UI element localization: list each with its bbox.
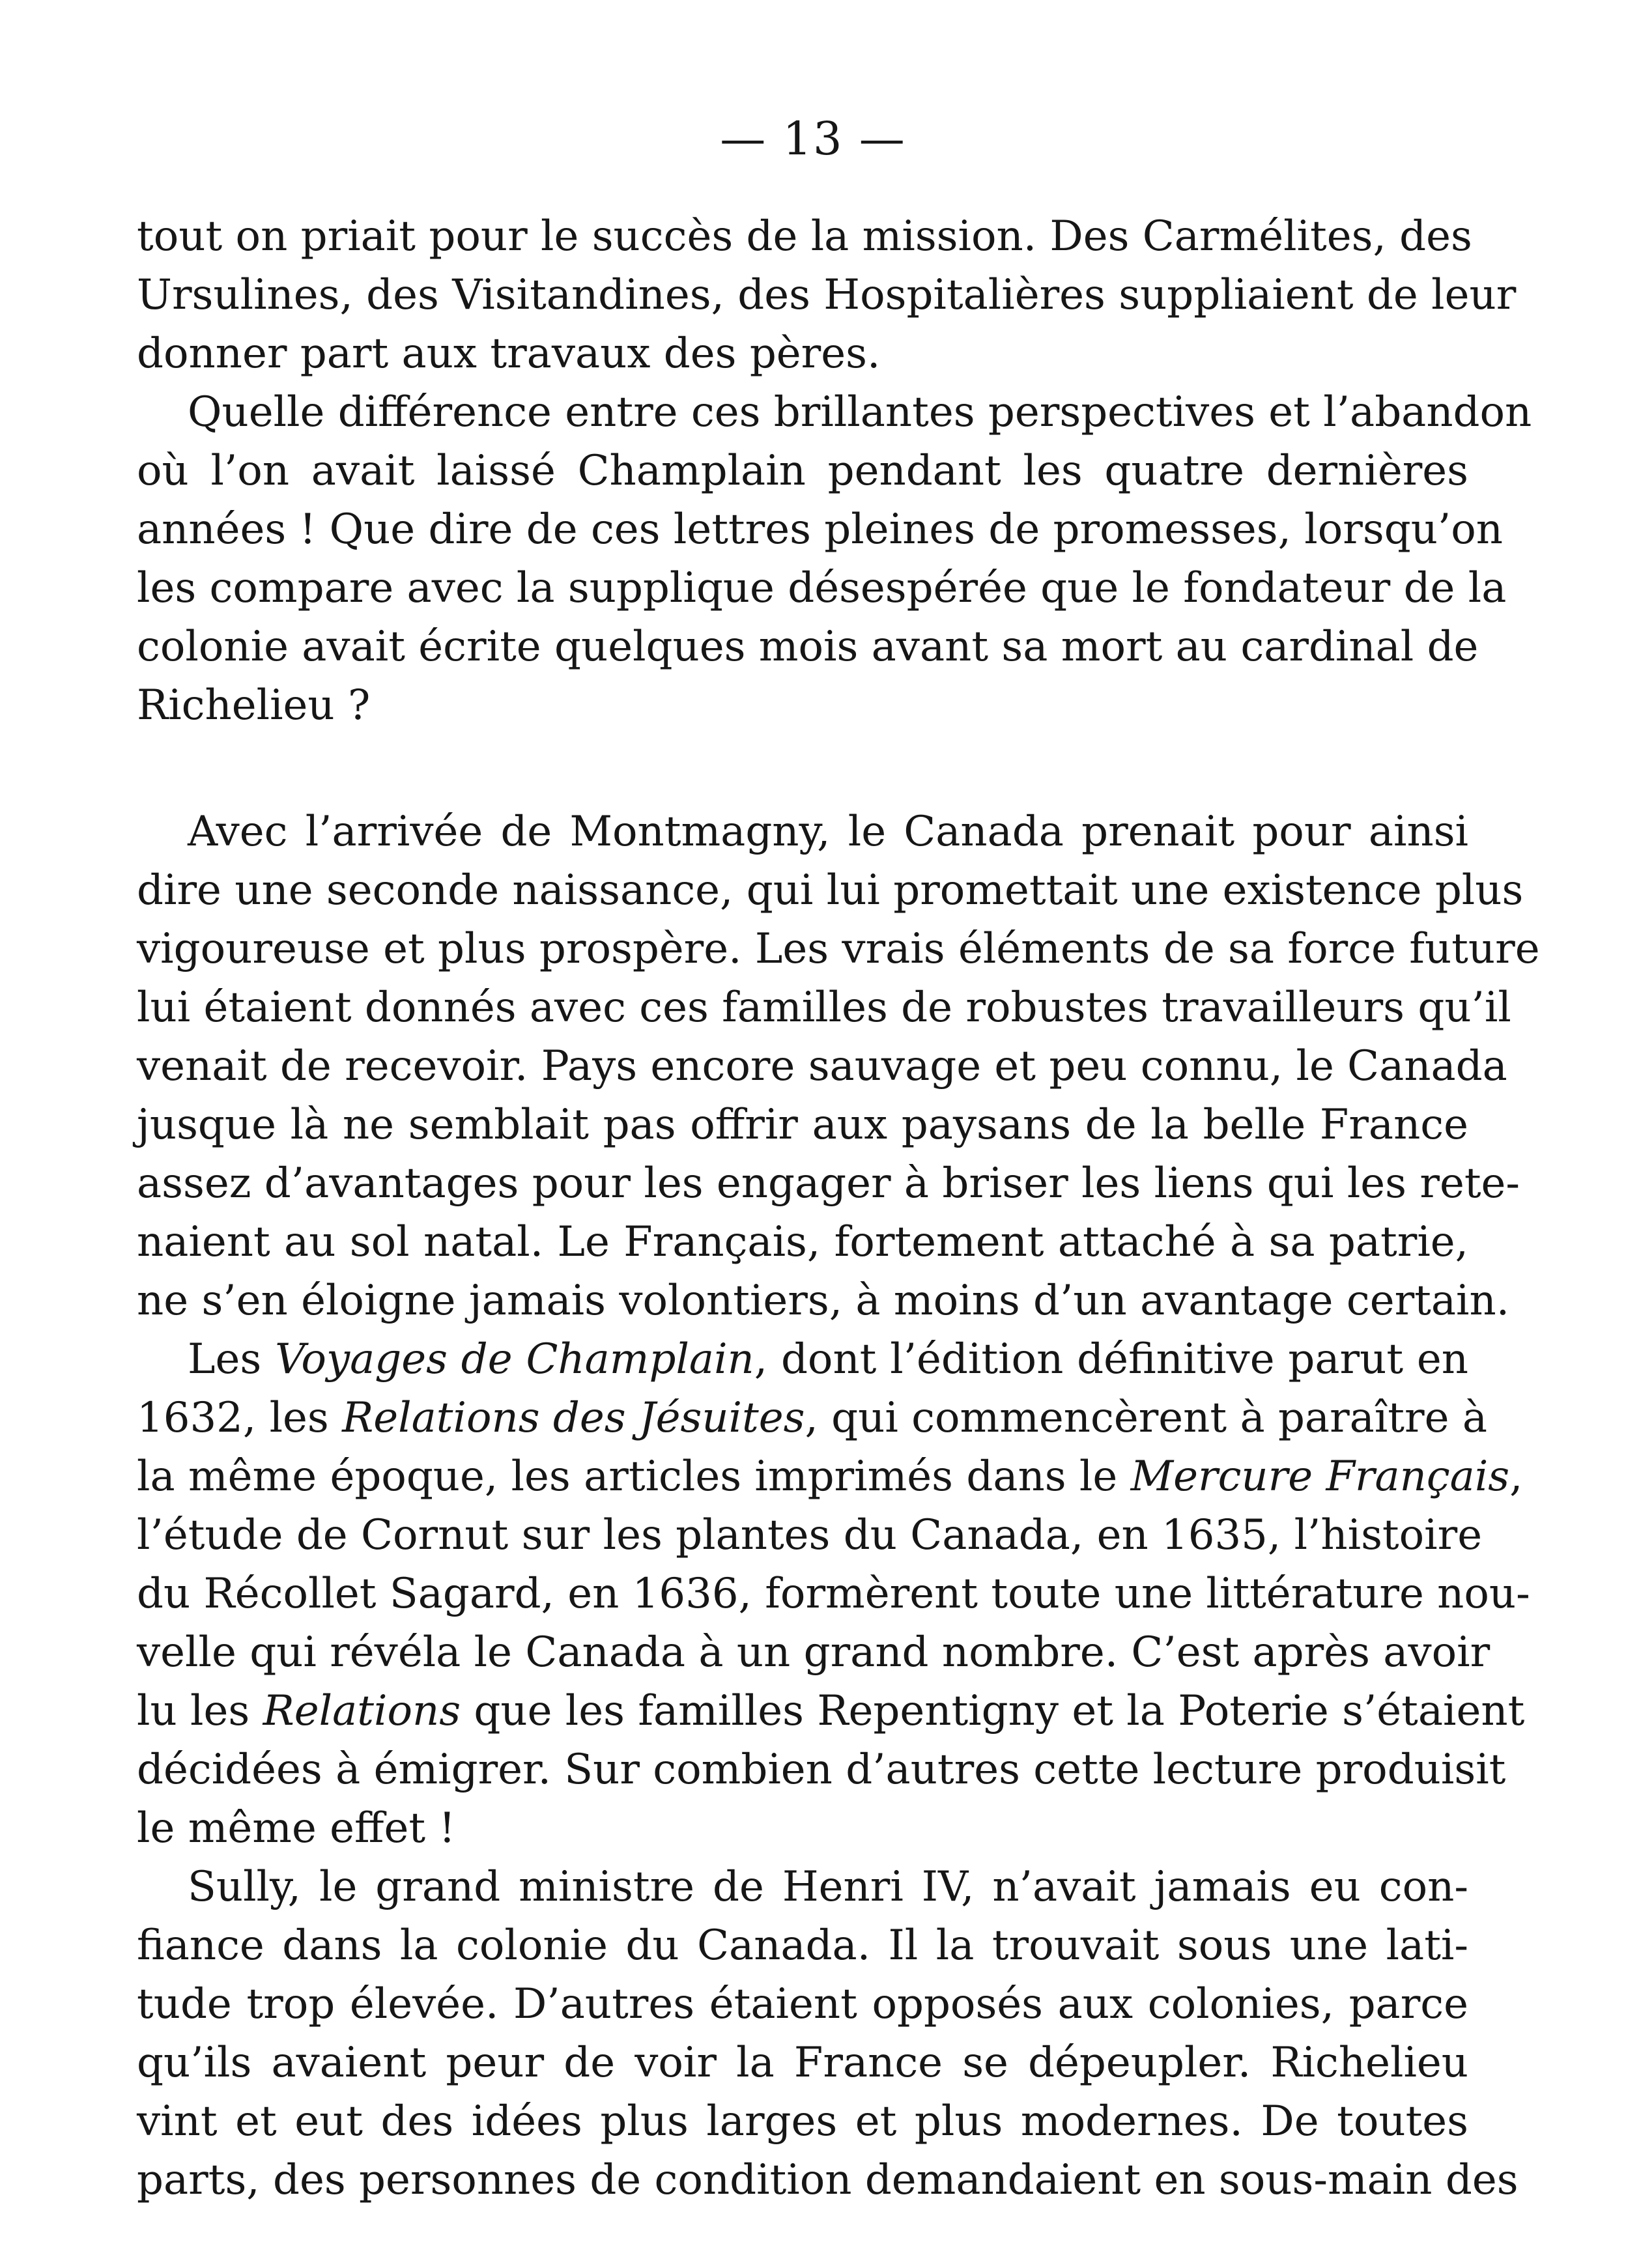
text-line: 1632, les Relations des Jésuites, qui commencèrent à paraître à [137,1394,1487,1442]
text-line: la même époque, les articles imprimés dans le Mercure Français, [137,1453,1523,1501]
text-line: Richelieu ? [137,681,371,730]
text-line: vint et eut des idées plus larges et plus modernes. De toutes [137,2097,1468,2146]
text-line: Quelle différence entre ces brillantes perspectives et l’abandon [188,388,1532,436]
paragraph-1 [137,207,1517,383]
text-line: années ! Que dire de ces lettres pleines de promesses, lorsqu’on [137,505,1503,554]
italic-title: Voyages de Champlain [275,1335,754,1383]
text-line: ne s’en éloigne jamais volontiers, à moins d’un avantage certain. [137,1277,1510,1325]
text-line: venait de recevoir. Pays encore sauvage et peu connu, le Canada [137,1042,1507,1090]
text-line: Ursulines, des Visitandines, des Hospitalières suppliaient de leur [137,271,1517,319]
section-gap [137,735,1468,802]
text-line: naient au sol natal. Le Français, fortement attaché à sa patrie, [137,1218,1468,1266]
text-line: Avec l’arrivée de Montmagny, le Canada prenait pour ainsi [188,808,1468,856]
text-line: tout on priait pour le succès de la mission. Des Carmélites, des [137,212,1472,261]
text-line: jusque là ne semblait pas offrir aux paysans de la belle France [137,1101,1468,1149]
paragraph-5 [137,1858,1519,2209]
body-text [137,207,1540,2209]
text-line: vigoureuse et plus prospère. Les vrais éléments de sa force future [137,925,1540,973]
text-line: l’étude de Cornut sur les plantes du Canada, en 1635, l’histoire [137,1511,1483,1559]
text-line: assez d’avantages pour les engager à briser les liens qui les rete- [137,1159,1520,1208]
text-line: fiance dans la colonie du Canada. Il la trouvait sous une lati- [137,1921,1468,1970]
page-number: — 13 — [720,112,906,165]
text-line: le même effet ! [137,1804,456,1852]
text-line: lui étaient donnés avec ces familles de robustes travailleurs qu’il [137,984,1511,1032]
paragraph-4 [137,1330,1530,1858]
paragraph-2 [137,383,1532,735]
italic-title: Relations des Jésuites [342,1394,805,1442]
text-line: tude trop élevée. D’autres étaient opposés aux colonies, parce [137,1980,1468,2028]
italic-title: Mercure Français [1130,1453,1510,1501]
text-line: parts, des personnes de condition demandaient en sous-main des [137,2156,1519,2204]
text-line: dire une seconde naissance, qui lui promettait une existence plus [137,866,1524,914]
text-line: lu les Relations que les familles Repentigny et la Poterie s’étaient [137,1687,1525,1735]
text-line: Les Voyages de Champlain, dont l’édition définitive parut en [188,1335,1469,1383]
text-line: Sully, le grand ministre de Henri IV, n’avait jamais eu con- [188,1863,1468,1911]
text-line: qu’ils avaient peur de voir la France se dépeupler. Richelieu [137,2039,1468,2087]
text-line: velle qui révéla le Canada à un grand nombre. C’est après avoir [137,1628,1490,1677]
text-line: donner part aux travaux des pères. [137,330,881,378]
text-line: colonie avait écrite quelques mois avant sa mort au cardinal de [137,623,1479,671]
text-line: du Récollet Sagard, en 1636, formèrent toute une littérature nou- [137,1570,1530,1618]
text-line: les compare avec la supplique désespérée que le fondateur de la [137,564,1507,612]
paragraph-3 [137,802,1540,1330]
italic-title: Relations [263,1687,461,1735]
text-line: décidées à émigrer. Sur combien d’autres cette lecture produisit [137,1746,1506,1794]
text-line: où l’on avait laissé Champlain pendant les quatre dernières [137,447,1468,495]
